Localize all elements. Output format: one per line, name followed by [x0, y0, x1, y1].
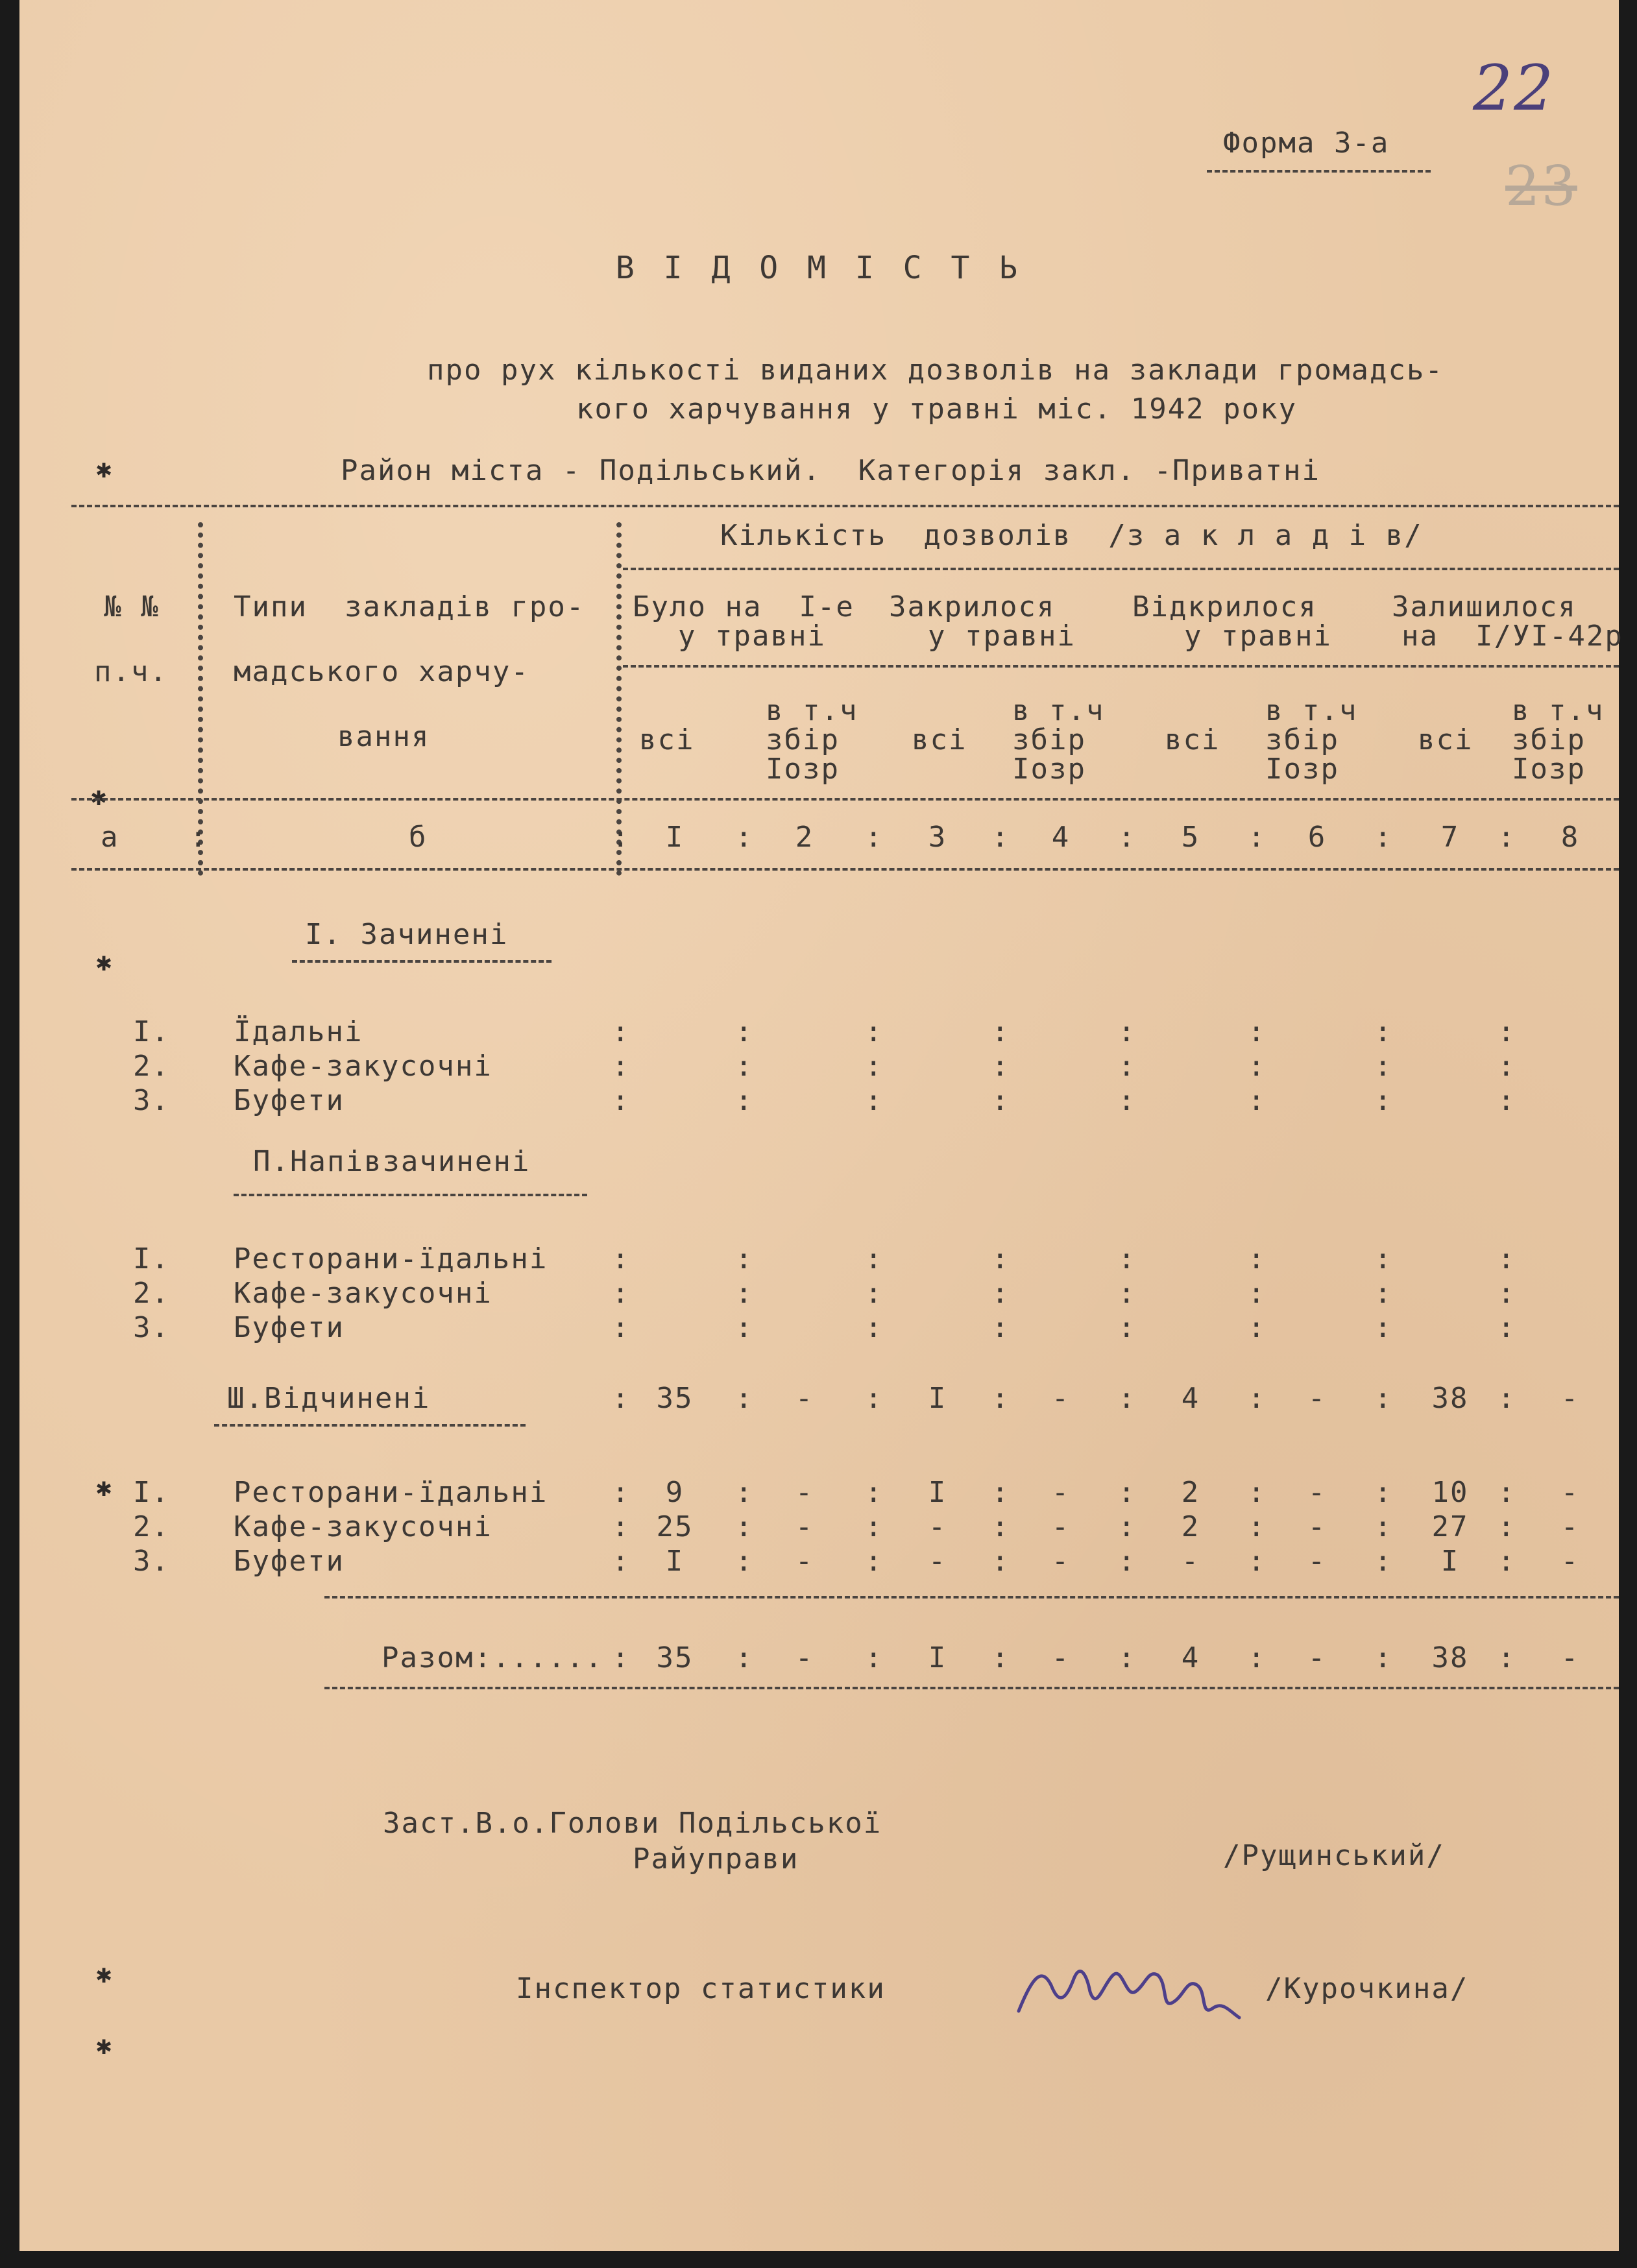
column-index-7: 7	[1440, 821, 1460, 854]
row-name: Кафе-закусочні	[234, 1050, 492, 1083]
row-value-cell: -	[795, 1510, 814, 1543]
index-row-separator: :	[189, 821, 208, 854]
row-value-cell: -	[928, 1545, 947, 1578]
row-value-cell: 9	[665, 1476, 685, 1509]
row-separator: :	[991, 1510, 1010, 1543]
section-title: I. Зачинені	[305, 918, 509, 951]
column-index-2: 2	[795, 821, 814, 854]
row-separator: :	[612, 1545, 631, 1578]
document-title: В І Д О М І С Т Ь	[615, 250, 1023, 286]
inspector-signature	[1012, 1940, 1252, 2037]
total-bottom-rule	[324, 1687, 1619, 1689]
index-row-separator: :	[1118, 821, 1137, 854]
row-separator: :	[735, 1277, 754, 1310]
row-separator: :	[735, 1311, 754, 1344]
section-total-separator: :	[612, 1382, 631, 1415]
row-separator: :	[1248, 1242, 1267, 1275]
header-group-1-line-2: у травні	[678, 620, 826, 653]
row-separator: :	[1118, 1242, 1137, 1275]
row-name: Кафе-закусочні	[234, 1510, 492, 1543]
index-row-separator: :	[1374, 821, 1393, 854]
header-type-line-3: вання	[337, 720, 430, 753]
row-separator: :	[991, 1476, 1010, 1509]
header-group-3-line-2: у травні	[1184, 620, 1332, 653]
total-row-separator: :	[612, 1641, 631, 1674]
row-name: Буфети	[234, 1311, 345, 1344]
row-separator: :	[865, 1510, 884, 1543]
total-value-cell: -	[1051, 1641, 1071, 1674]
row-separator: :	[1118, 1545, 1137, 1578]
row-value-cell: 2	[1181, 1510, 1200, 1543]
header-group-2-line-2: у травні	[928, 620, 1076, 653]
total-row-separator: :	[991, 1641, 1010, 1674]
row-separator: :	[735, 1015, 754, 1048]
row-value-cell: -	[1560, 1476, 1580, 1509]
column-index-a: а	[101, 821, 119, 854]
table-top-rule	[71, 505, 1619, 507]
row-separator: :	[865, 1242, 884, 1275]
row-separator: :	[612, 1510, 631, 1543]
header-group-1-line-1: Було на I-е	[633, 590, 855, 623]
row-value-cell: -	[795, 1476, 814, 1509]
header-group-4-line-2: на I/УІ-42р	[1401, 620, 1623, 653]
row-separator: :	[991, 1084, 1010, 1117]
header-all-col-5: всі	[1165, 723, 1220, 756]
row-separator: :	[612, 1311, 631, 1344]
row-separator: :	[1118, 1510, 1137, 1543]
row-separator: :	[865, 1084, 884, 1117]
row-separator: :	[1248, 1476, 1267, 1509]
row-value-cell: -	[1051, 1510, 1071, 1543]
row-number: I.	[133, 1476, 170, 1509]
index-row-separator: :	[1248, 821, 1267, 854]
row-value-cell: -	[1307, 1476, 1327, 1509]
row-separator: :	[991, 1277, 1010, 1310]
row-separator: :	[1374, 1242, 1393, 1275]
row-separator: :	[1248, 1311, 1267, 1344]
section-total-separator: :	[865, 1382, 884, 1415]
row-name: Кафе-закусочні	[234, 1277, 492, 1310]
row-separator: :	[1248, 1510, 1267, 1543]
archive-page-number: 22	[1473, 52, 1555, 125]
row-number: I.	[133, 1015, 170, 1048]
section-total-cell: 38	[1431, 1382, 1469, 1415]
section-total-cell: -	[1560, 1382, 1580, 1415]
row-name: Їдальні	[234, 1015, 363, 1048]
index-row-separator: :	[865, 821, 884, 854]
row-separator: :	[1374, 1277, 1393, 1310]
row-separator: :	[1248, 1015, 1267, 1048]
row-separator: :	[1498, 1545, 1516, 1578]
row-value-cell: -	[795, 1545, 814, 1578]
row-value-cell: I	[665, 1545, 685, 1578]
total-top-rule	[324, 1596, 1619, 1598]
header-incl-col-4-l3: Іозр	[1012, 753, 1086, 786]
row-separator: :	[991, 1545, 1010, 1578]
index-row-separator: :	[1498, 821, 1516, 854]
row-separator: :	[1498, 1510, 1516, 1543]
row-separator: :	[1118, 1476, 1137, 1509]
total-value-cell: 38	[1431, 1641, 1469, 1674]
total-value-cell: -	[795, 1641, 814, 1674]
section-total-cell: -	[1307, 1382, 1327, 1415]
header-all-col-1: всі	[639, 723, 695, 756]
row-separator: :	[735, 1545, 754, 1578]
row-separator: :	[1118, 1015, 1137, 1048]
section-title-underline	[292, 960, 552, 963]
row-separator: :	[991, 1050, 1010, 1083]
archive-page-number-old: 23	[1505, 154, 1577, 218]
section-title-underline	[214, 1424, 526, 1427]
row-value-cell: -	[928, 1510, 947, 1543]
row-value-cell: -	[1560, 1510, 1580, 1543]
row-number: I.	[133, 1242, 170, 1275]
row-separator: :	[865, 1050, 884, 1083]
row-separator: :	[1374, 1476, 1393, 1509]
total-row-separator: :	[735, 1641, 754, 1674]
row-separator: :	[991, 1242, 1010, 1275]
header-incl-col-6-l2: збір	[1265, 723, 1339, 756]
subtitle-line-2: кого харчування у травні міс. 1942 року	[576, 392, 1298, 426]
header-incl-col-2-l1: в т.ч	[766, 694, 858, 727]
row-number: 3.	[133, 1311, 170, 1344]
row-value-cell: I	[928, 1476, 947, 1509]
punch-mark: ✱	[96, 947, 112, 977]
row-separator: :	[991, 1015, 1010, 1048]
row-name: Ресторани-їдальні	[234, 1242, 548, 1275]
district-category-line: Район міста - Подільський. Категорія закл. -Приватні	[341, 454, 1320, 487]
header-incl-col-8-l1: в т.ч	[1512, 694, 1605, 727]
row-name: Ресторани-їдальні	[234, 1476, 548, 1509]
subgroup-rule	[623, 665, 1619, 668]
column-index-1: I	[665, 821, 685, 854]
header-type-line-1: Типи закладів гро-	[234, 590, 585, 623]
row-value-cell: 10	[1431, 1476, 1469, 1509]
punch-mark: ✱	[96, 2031, 112, 2060]
row-separator: :	[1374, 1050, 1393, 1083]
row-value-cell: 2	[1181, 1476, 1200, 1509]
header-incl-col-2-l2: збір	[766, 723, 840, 756]
form-label: Форма 3-а	[1223, 127, 1390, 160]
row-separator: :	[1498, 1084, 1516, 1117]
header-incl-col-2-l3: Іозр	[766, 753, 840, 786]
total-value-cell: I	[928, 1641, 947, 1674]
header-incl-col-6-l1: в т.ч	[1265, 694, 1358, 727]
row-separator: :	[1118, 1050, 1137, 1083]
row-number: 2.	[133, 1050, 170, 1083]
column-index-8: 8	[1560, 821, 1580, 854]
total-value-cell: 4	[1181, 1641, 1200, 1674]
row-separator: :	[1248, 1084, 1267, 1117]
row-separator: :	[1498, 1277, 1516, 1310]
row-separator: :	[735, 1476, 754, 1509]
total-row-separator: :	[1248, 1641, 1267, 1674]
header-incl-col-8-l2: збір	[1512, 723, 1586, 756]
section-title: Ш.Відчинені	[227, 1382, 431, 1415]
row-separator: :	[612, 1084, 631, 1117]
row-separator: :	[1248, 1277, 1267, 1310]
row-separator: :	[735, 1050, 754, 1083]
header-number-line-2: п.ч.	[94, 655, 168, 688]
permits-group-rule	[623, 568, 1619, 570]
row-separator: :	[865, 1311, 884, 1344]
section-total-cell: I	[928, 1382, 947, 1415]
inspector-name: /Курочкина/	[1265, 1972, 1469, 2005]
row-number: 3.	[133, 1084, 170, 1117]
total-row-separator: :	[1118, 1641, 1137, 1674]
punch-mark: ✱	[91, 782, 107, 812]
column-index-5: 5	[1181, 821, 1200, 854]
column-index-6: 6	[1307, 821, 1327, 854]
section-total-cell: -	[1051, 1382, 1071, 1415]
row-separator: :	[1498, 1476, 1516, 1509]
section-total-separator: :	[991, 1382, 1010, 1415]
index-row-separator: :	[612, 821, 631, 854]
header-incl-col-8-l3: Іозр	[1512, 753, 1586, 786]
row-separator: :	[1118, 1311, 1137, 1344]
row-value-cell: -	[1307, 1545, 1327, 1578]
row-separator: :	[735, 1242, 754, 1275]
punch-mark: ✱	[96, 454, 112, 484]
column-index-b: б	[409, 821, 428, 854]
deputy-title-line-2: Райуправи	[633, 1842, 799, 1876]
header-incl-col-4-l1: в т.ч	[1012, 694, 1105, 727]
section-total-separator: :	[1248, 1382, 1267, 1415]
row-separator: :	[1118, 1084, 1137, 1117]
row-separator: :	[612, 1015, 631, 1048]
deputy-title-line-1: Заст.В.о.Голови Подільської	[383, 1807, 882, 1840]
row-separator: :	[865, 1277, 884, 1310]
header-group-2-line-1: Закрилося	[889, 590, 1056, 623]
total-value-cell: -	[1307, 1641, 1327, 1674]
row-separator: :	[1374, 1510, 1393, 1543]
index-row-separator: :	[735, 821, 754, 854]
row-value-cell: -	[1307, 1510, 1327, 1543]
header-all-col-7: всі	[1418, 723, 1473, 756]
form-label-underline	[1207, 170, 1431, 173]
row-number: 2.	[133, 1277, 170, 1310]
header-all-col-3: всі	[912, 723, 967, 756]
row-value-cell: -	[1560, 1545, 1580, 1578]
header-group-3-line-1: Відкрилося	[1132, 590, 1317, 623]
row-separator: :	[991, 1311, 1010, 1344]
section-title: П.Напівзачинені	[253, 1145, 531, 1178]
document-sheet	[19, 0, 1623, 2251]
row-separator: :	[612, 1050, 631, 1083]
row-value-cell: 25	[656, 1510, 694, 1543]
row-separator: :	[1248, 1050, 1267, 1083]
punch-mark: ✱	[96, 1959, 112, 1989]
row-separator: :	[1498, 1015, 1516, 1048]
row-number: 3.	[133, 1545, 170, 1578]
total-label: Разом:......	[382, 1641, 603, 1674]
row-separator: :	[612, 1242, 631, 1275]
row-separator: :	[1374, 1545, 1393, 1578]
deputy-name: /Рущинський/	[1223, 1839, 1445, 1872]
section-total-cell: 35	[656, 1382, 694, 1415]
section-total-separator: :	[1498, 1382, 1516, 1415]
total-value-cell: -	[1560, 1641, 1580, 1674]
row-number: 2.	[133, 1510, 170, 1543]
header-incl-col-6-l3: Іозр	[1265, 753, 1339, 786]
row-separator: :	[735, 1510, 754, 1543]
section-total-cell: 4	[1181, 1382, 1200, 1415]
inspector-title: Інспектор статистики	[516, 1972, 886, 2005]
section-total-separator: :	[1374, 1382, 1393, 1415]
section-total-cell: -	[795, 1382, 814, 1415]
header-incl-col-4-l2: збір	[1012, 723, 1086, 756]
subtitle-line-1: про рух кількості виданих дозволів на заклади громадсь-	[427, 354, 1444, 387]
section-total-separator: :	[1118, 1382, 1137, 1415]
row-name: Буфети	[234, 1545, 345, 1578]
row-separator: :	[1248, 1545, 1267, 1578]
row-separator: :	[1374, 1311, 1393, 1344]
row-value-cell: -	[1051, 1545, 1071, 1578]
row-separator: :	[1374, 1015, 1393, 1048]
header-type-line-2: мадського харчу-	[234, 655, 529, 688]
index-row-rule	[71, 868, 1619, 871]
section-title-underline	[234, 1194, 587, 1196]
row-separator: :	[865, 1476, 884, 1509]
header-group-4-line-1: Залишилося	[1392, 590, 1577, 623]
row-value-cell: -	[1051, 1476, 1071, 1509]
column-index-4: 4	[1051, 821, 1071, 854]
row-separator: :	[1374, 1084, 1393, 1117]
row-value-cell: -	[1181, 1545, 1200, 1578]
row-separator: :	[735, 1084, 754, 1117]
row-value-cell: I	[1440, 1545, 1460, 1578]
row-separator: :	[1498, 1050, 1516, 1083]
header-permits-group: Кількість дозволів /з а к л а д і в/	[720, 519, 1423, 552]
row-separator: :	[865, 1545, 884, 1578]
row-separator: :	[1498, 1242, 1516, 1275]
row-value-cell: 27	[1431, 1510, 1469, 1543]
row-name: Буфети	[234, 1084, 345, 1117]
row-separator: :	[1498, 1311, 1516, 1344]
row-separator: :	[612, 1476, 631, 1509]
punch-mark: ✱	[96, 1473, 112, 1502]
row-separator: :	[612, 1277, 631, 1310]
index-row-separator: :	[991, 821, 1010, 854]
row-separator: :	[1118, 1277, 1137, 1310]
header-bottom-rule	[71, 798, 1619, 801]
total-row-separator: :	[1374, 1641, 1393, 1674]
section-total-separator: :	[735, 1382, 754, 1415]
header-number-line-1: № №	[104, 590, 160, 623]
total-row-separator: :	[1498, 1641, 1516, 1674]
column-index-3: 3	[928, 821, 947, 854]
row-separator: :	[865, 1015, 884, 1048]
total-row-separator: :	[865, 1641, 884, 1674]
total-value-cell: 35	[656, 1641, 694, 1674]
